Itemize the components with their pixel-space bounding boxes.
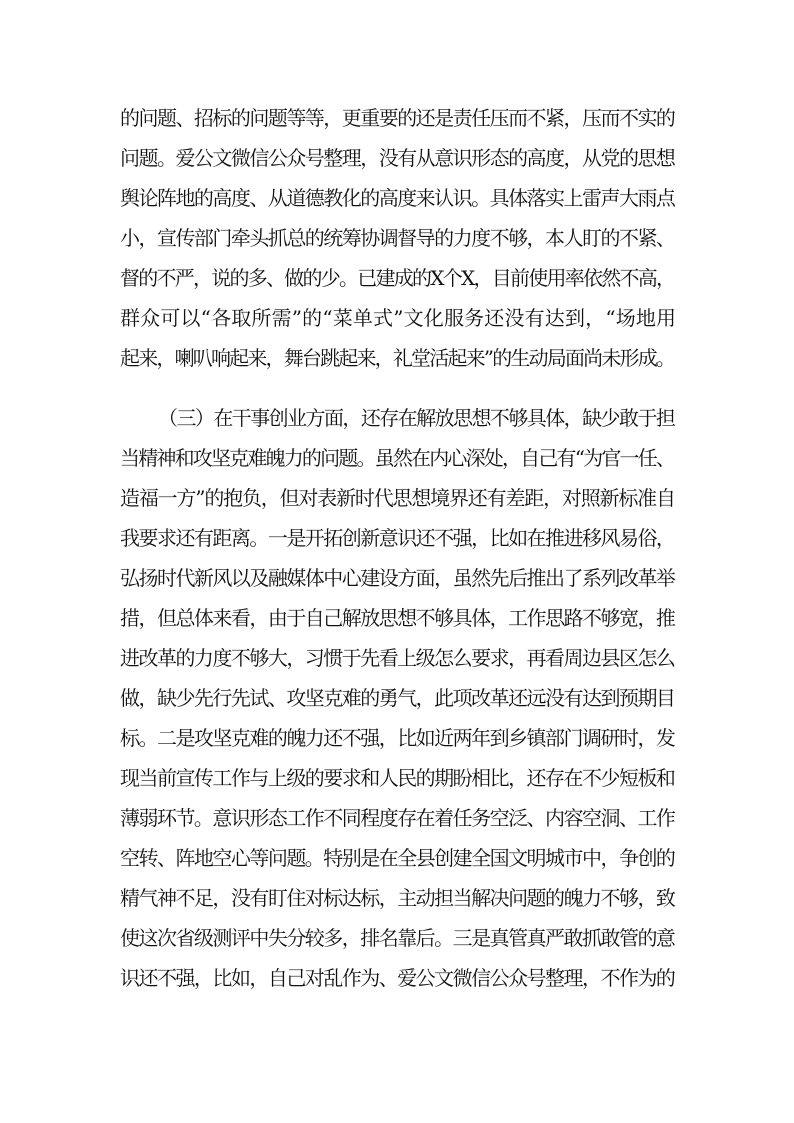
- paragraph-2-line-9: 标。二是攻坚克难的魄力还不强，比如近两年到乡镇部门调研时，发: [120, 726, 675, 750]
- paragraph-2-line-3: 造福一方”的抱负，但对表新时代思想境界还有差距，对照新标准自: [120, 486, 675, 510]
- paragraph-2-line-1: （三）在干事创业方面，还存在解放思想不够具体，缺少敢于担: [158, 406, 675, 430]
- paragraph-2-line-12: 空转、阵地空心等问题。特别是在全县创建全国文明城市中，争创的: [120, 846, 675, 870]
- paragraph-2-line-7: 进改革的力度不够大，习惯于先看上级怎么要求，再看周边县区怎么: [120, 646, 675, 670]
- paragraph-2-line-11: 薄弱环节。意识形态工作不同程度存在着任务空泛、内容空洞、工作: [120, 806, 675, 830]
- paragraph-1-line-1: 的问题、招标的问题等等，更重要的还是责任压而不紧，压而不实的: [120, 106, 675, 130]
- paragraph-2-line-2: 当精神和攻坚克难魄力的问题。虽然在内心深处，自己有“为官一任、: [120, 446, 675, 470]
- paragraph-2-line-14: 使这次省级测评中失分较多，排名靠后。三是真管真严敢抓敢管的意: [120, 926, 675, 950]
- paragraph-2-line-15: 识还不强，比如，自己对乱作为、爱公文微信公众号整理，不作为的: [120, 966, 675, 990]
- paragraph-2-line-6: 措，但总体来看，由于自己解放思想不够具体，工作思路不够宽，推: [120, 606, 675, 630]
- paragraph-1-line-2: 问题。爱公文微信公众号整理，没有从意识形态的高度，从党的思想: [120, 146, 675, 170]
- paragraph-1-line-4: 小，宣传部门牵头抓总的统筹协调督导的力度不够，本人盯的不紧、: [120, 226, 675, 250]
- paragraph-1-line-7: 起来，喇叭响起来，舞台跳起来，礼堂活起来”的生动局面尚未形成。: [120, 346, 675, 370]
- paragraph-2-line-5: 弘扬时代新风以及融媒体中心建设方面，虽然先后推出了系列改革举: [120, 566, 675, 590]
- paragraph-2-line-13: 精气神不足，没有盯住对标达标，主动担当解决问题的魄力不够，致: [120, 886, 675, 910]
- paragraph-2-line-8: 做，缺少先行先试、攻坚克难的勇气，此项改革还远没有达到预期目: [120, 686, 675, 710]
- paragraph-1-line-6: 群众可以“各取所需”的“菜单式”文化服务还没有达到，“场地用: [120, 306, 677, 330]
- paragraph-1-line-3: 舆论阵地的高度、从道德教化的高度来认识。具体落实上雷声大雨点: [120, 186, 675, 210]
- paragraph-2-line-4: 我要求还有距离。一是开拓创新意识还不强，比如在推进移风易俗，: [120, 526, 675, 550]
- paragraph-1-line-5: 督的不严，说的多、做的少。已建成的X个X，目前使用率依然不高，: [120, 266, 675, 290]
- paragraph-2-line-10: 现当前宣传工作与上级的要求和人民的期盼相比，还存在不少短板和: [120, 766, 675, 790]
